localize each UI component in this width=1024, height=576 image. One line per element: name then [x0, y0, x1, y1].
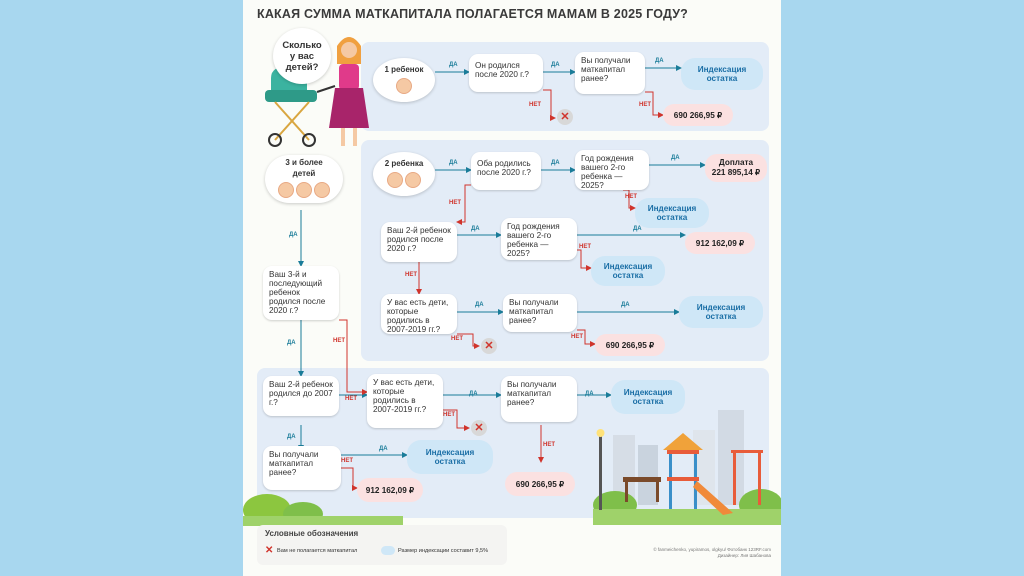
b2-indexation-cloud-3 [679, 296, 763, 328]
no-capital-icon: ✕ [471, 420, 487, 436]
no-label: НЕТ [625, 194, 637, 200]
b3-received-capital-question-2: Вы получали маткапитал ранее? [263, 446, 341, 490]
no-label: НЕТ [571, 334, 583, 340]
no-capital-icon: ✕ [481, 338, 497, 354]
yes-label: ДА [471, 226, 480, 232]
no-label: НЕТ [543, 442, 555, 448]
b3-indexation-cloud-1 [611, 380, 685, 414]
b2-both-after-2020-question: Оба родились после 2020 г.? [471, 152, 541, 190]
b2-second-born-2025-question: Год рождения вашего 2-го ребенка — 2025? [575, 150, 649, 190]
b2-payment-sum: 221 895,14 ₽ [711, 168, 761, 177]
b2-indexation-cloud-2 [591, 256, 665, 286]
infographic-sheet [243, 0, 781, 576]
bush-illustration [243, 486, 403, 526]
no-label: НЕТ [529, 102, 541, 108]
yes-label: ДА [655, 58, 664, 64]
branch-two-children-label: 2 ребенка [384, 158, 424, 168]
no-capital-legend-icon: ✕ [265, 545, 274, 556]
yes-label: ДА [469, 391, 478, 397]
no-label: НЕТ [449, 200, 461, 206]
question-text: Сколько у вас детей? [282, 39, 322, 73]
page-title: КАКАЯ СУММА МАТКАПИТАЛА ПОЛАГАЕТСЯ МАМАМ В 2025 ГОДУ? [257, 7, 689, 21]
yes-label: ДА [379, 446, 388, 452]
b1-born-after-2020-question: Он родился после 2020 г.? [469, 54, 543, 92]
b3-sum-2: 912 162,09 ₽ [357, 478, 423, 502]
b1-sum: 690 266,95 ₽ [663, 104, 733, 126]
b1-indexation-cloud [681, 58, 763, 90]
branch-one-child-label: 1 ребенок [384, 64, 424, 74]
b3-third-after-2020-question: Ваш 3-й и последующий ребенок родился после 2020 г.? [263, 266, 339, 320]
legend-item-no-capital: Вам не полагается маткапитал [277, 548, 358, 554]
b2-second-after-2020-question: Ваш 2-й ребенок родился после 2020 г.? [381, 222, 457, 262]
b2-payment-box [705, 154, 767, 182]
b2-indexation-text-3: Индексация остатка [696, 303, 746, 321]
b2-indexation-text-1: Индексация остатка [647, 204, 697, 222]
legend-title: Условные обозначения [265, 529, 359, 538]
no-label: НЕТ [405, 272, 417, 278]
b1-indexation-text: Индексация остатка [697, 65, 747, 83]
no-label: НЕТ [341, 458, 353, 464]
yes-label: ДА [585, 391, 594, 397]
b2-sum-2: 690 266,95 ₽ [595, 334, 665, 356]
b3-indexation-cloud-2 [407, 440, 493, 474]
legend [257, 525, 507, 565]
b2-indexation-cloud-1 [635, 198, 709, 228]
yes-label: ДА [621, 302, 630, 308]
no-label: НЕТ [443, 412, 455, 418]
yes-label: ДА [449, 160, 458, 166]
legend-item-indexation: Размер индексации составит 9,5% [398, 548, 489, 554]
credits [603, 547, 771, 559]
yes-label: ДА [289, 232, 298, 238]
no-label: НЕТ [579, 244, 591, 250]
branch-three-children-label: 3 и более детей [285, 158, 323, 178]
yes-label: ДА [449, 62, 458, 68]
yes-label: ДА [551, 62, 560, 68]
b2-sum-1: 912 162,09 ₽ [685, 232, 755, 254]
cloud-legend-icon [381, 546, 395, 555]
b3-sum-1: 690 266,95 ₽ [505, 472, 575, 496]
yes-label: ДА [633, 226, 642, 232]
b1-received-capital-question: Вы получали маткапитал ранее? [575, 52, 645, 94]
yes-label: ДА [287, 434, 296, 440]
credit-photo: © fanmeichenko, yupiramos, olgkyu/ Фотобанк 123RF.com [653, 547, 771, 552]
b3-children-2007-2019-question: У вас есть дети, которые родились в 2007-2019 гг.? [367, 374, 443, 428]
b3-indexation-text-1: Индексация остатка [623, 388, 673, 406]
b2-second-2025-question: Год рождения вашего 2-го ребенка — 2025? [501, 218, 577, 260]
b2-payment-label: Доплата [718, 158, 754, 167]
yes-label: ДА [551, 160, 560, 166]
no-label: НЕТ [333, 338, 345, 344]
credit-designer: Дизайнер: Лия Шабанова [717, 553, 771, 558]
b3-indexation-text-2: Индексация остатка [425, 448, 475, 466]
b2-indexation-text-2: Индексация остатка [603, 262, 653, 280]
no-label: НЕТ [451, 336, 463, 342]
no-label: НЕТ [639, 102, 651, 108]
b3-second-before-2007-question: Ваш 2-й ребенок родился до 2007 г.? [263, 376, 339, 416]
yes-label: ДА [287, 340, 296, 346]
no-capital-icon: ✕ [557, 109, 573, 125]
b2-children-2007-2019-question: У вас есть дети, которые родились в 2007-2019 гг.? [381, 294, 457, 334]
no-label: НЕТ [345, 396, 357, 402]
yes-label: ДА [671, 155, 680, 161]
b2-received-capital-question: Вы получали маткапитал ранее? [503, 294, 577, 332]
b3-received-capital-question: Вы получали маткапитал ранее? [501, 376, 577, 422]
yes-label: ДА [475, 302, 484, 308]
